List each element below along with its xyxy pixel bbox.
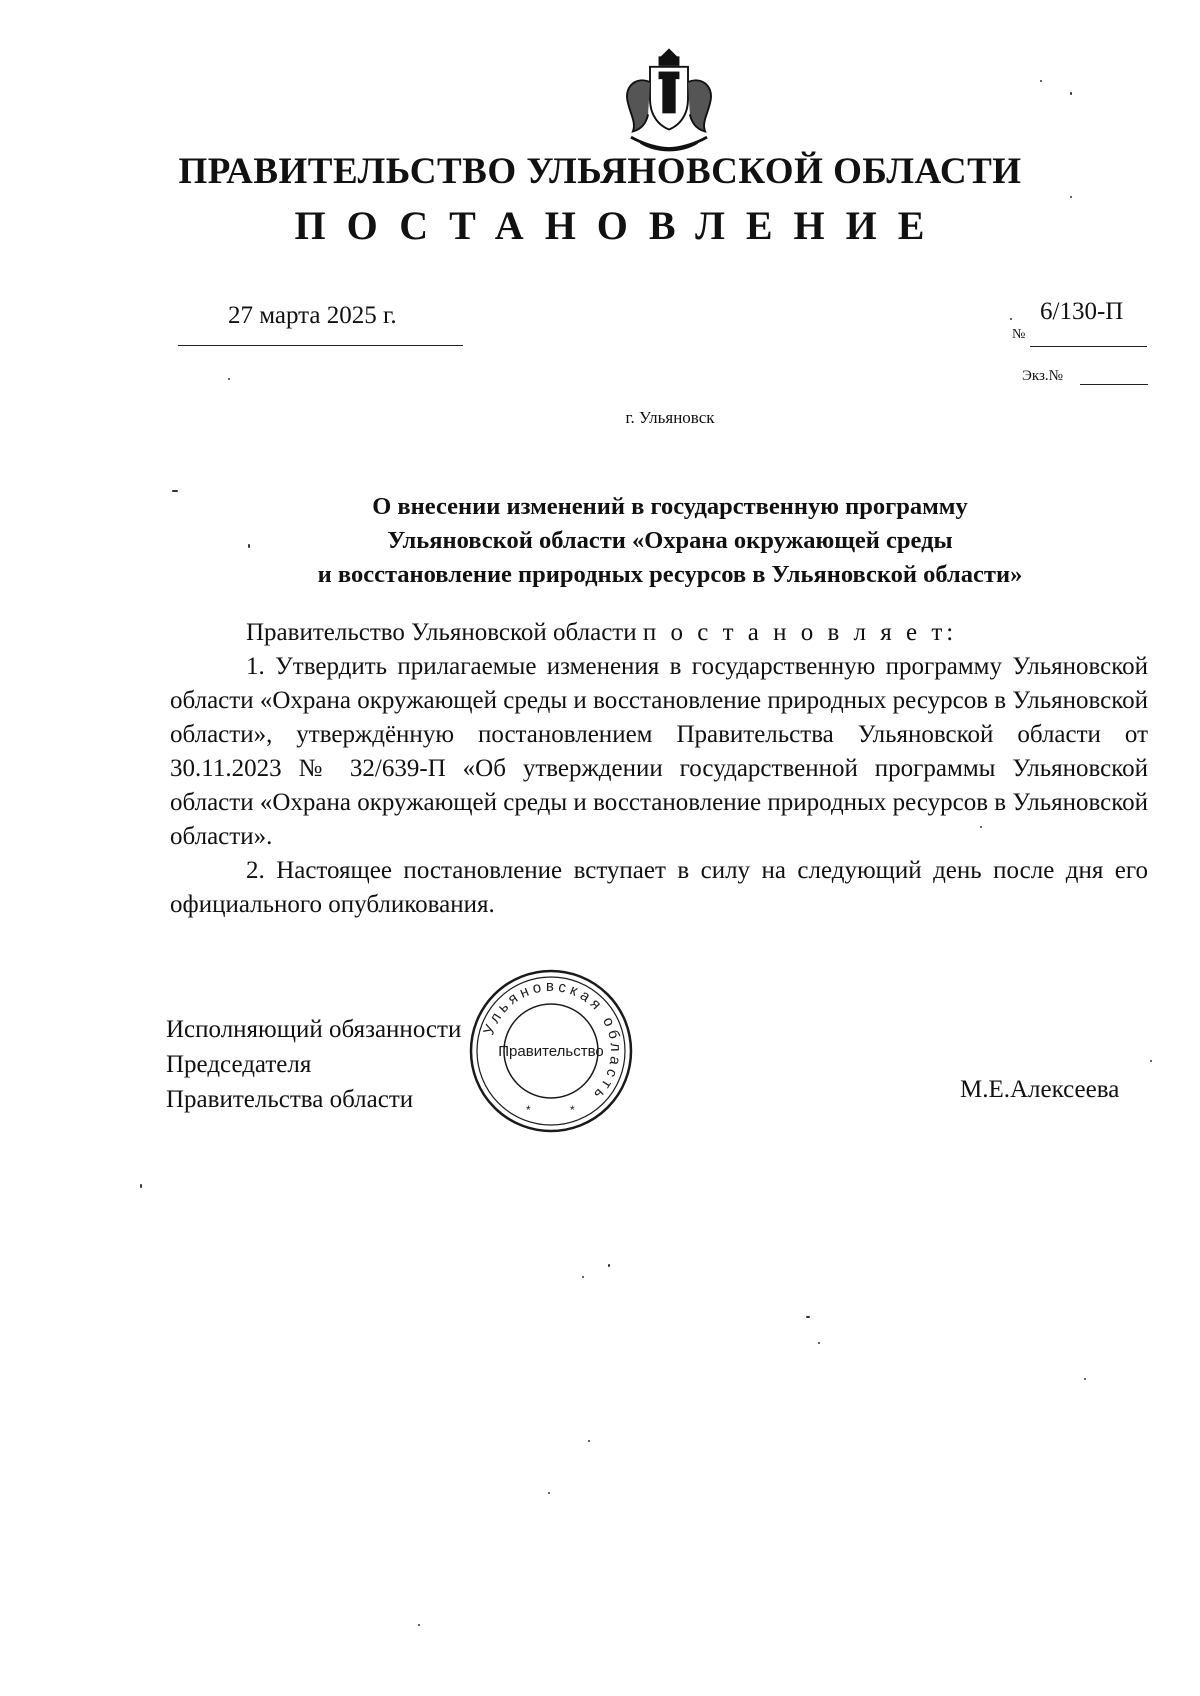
scan-speck bbox=[818, 1342, 820, 1344]
svg-text:Ульяновская область bbox=[480, 978, 624, 1105]
scan-speck bbox=[1070, 196, 1072, 198]
scan-speck bbox=[248, 544, 250, 548]
signatory-line-2: Председателя bbox=[166, 1051, 312, 1078]
scan-speck bbox=[1070, 92, 1072, 95]
scan-speck bbox=[548, 1492, 550, 1494]
copy-number-underline bbox=[1080, 384, 1148, 385]
scan-speck bbox=[806, 1316, 810, 1318]
scan-speck bbox=[172, 490, 178, 492]
item-1-paragraph: 1. Утвердить прилагаемые изменения в государственную программу Ульяновской области «Охрана окружающей среды и восстановление природных ресурсов в Ульяновской области», утверждённую постановлением Правительства Ульяновской области от 30.11.2023 № 32/639-П «Об утверждении государственной программы Ульяновской области «Охрана окружающей среды и восстановление природных ресурсов в Ульяновской области». bbox=[170, 653, 1148, 850]
intro-prefix: Правительство Ульяновской области bbox=[246, 619, 637, 646]
document-date: 27 марта 2025 г. bbox=[228, 302, 397, 329]
scan-speck bbox=[228, 378, 230, 380]
signatory-line-1: Исполняющий обязанности bbox=[166, 1016, 462, 1043]
number-sign: № bbox=[1012, 327, 1026, 342]
scan-speck bbox=[418, 1624, 420, 1626]
scan-speck bbox=[1150, 1060, 1152, 1062]
copy-number-label: Экз.№ bbox=[1022, 368, 1063, 384]
title-line-2: Ульяновской области «Охрана окружающей среды bbox=[387, 527, 953, 554]
seal-star-right-icon: * bbox=[570, 1103, 575, 1117]
coat-of-arms-emblem bbox=[612, 44, 726, 158]
seal-star-left-icon: * bbox=[526, 1103, 531, 1117]
scan-speck bbox=[140, 1184, 142, 1188]
seal-center-text: Правительство bbox=[498, 1043, 604, 1060]
document-type-heading: ПОСТАНОВЛЕНИЕ bbox=[294, 203, 946, 248]
title-line-1: О внесении изменений в государственную программу bbox=[372, 493, 968, 520]
document-number: 6/130-П bbox=[1040, 298, 1124, 325]
intro-verb: п о с т а н о в л я е т: bbox=[642, 619, 958, 646]
signatory-line-3: Правительства области bbox=[166, 1086, 414, 1113]
signatory-name: М.Е.Алексеева bbox=[960, 1076, 1120, 1103]
scan-speck bbox=[980, 826, 982, 828]
intro-paragraph bbox=[170, 616, 1148, 650]
scan-speck bbox=[608, 1264, 610, 1267]
document-body bbox=[170, 616, 1148, 922]
title-line-3: и восстановление природных ресурсов в Ульяновской области» bbox=[317, 561, 1023, 588]
official-seal-stamp bbox=[466, 966, 636, 1136]
date-underline bbox=[178, 345, 463, 346]
government-title: ПРАВИТЕЛЬСТВО УЛЬЯНОВСКОЙ ОБЛАСТИ bbox=[178, 151, 1022, 192]
document-title bbox=[240, 490, 1100, 592]
number-underline bbox=[1030, 346, 1147, 347]
scan-speck bbox=[1084, 1378, 1086, 1380]
signatory-position bbox=[166, 1012, 461, 1117]
city-name: г. Ульяновск bbox=[625, 408, 715, 427]
scan-speck bbox=[582, 1276, 584, 1278]
scan-speck bbox=[1010, 318, 1012, 320]
scan-speck bbox=[1040, 80, 1042, 82]
scan-speck bbox=[588, 1440, 590, 1442]
item-2-paragraph: 2. Настоящее постановление вступает в силу на следующий день после дня его официального опубликования. bbox=[170, 857, 1148, 918]
seal-ring-text: Ульяновская область bbox=[480, 977, 625, 1106]
